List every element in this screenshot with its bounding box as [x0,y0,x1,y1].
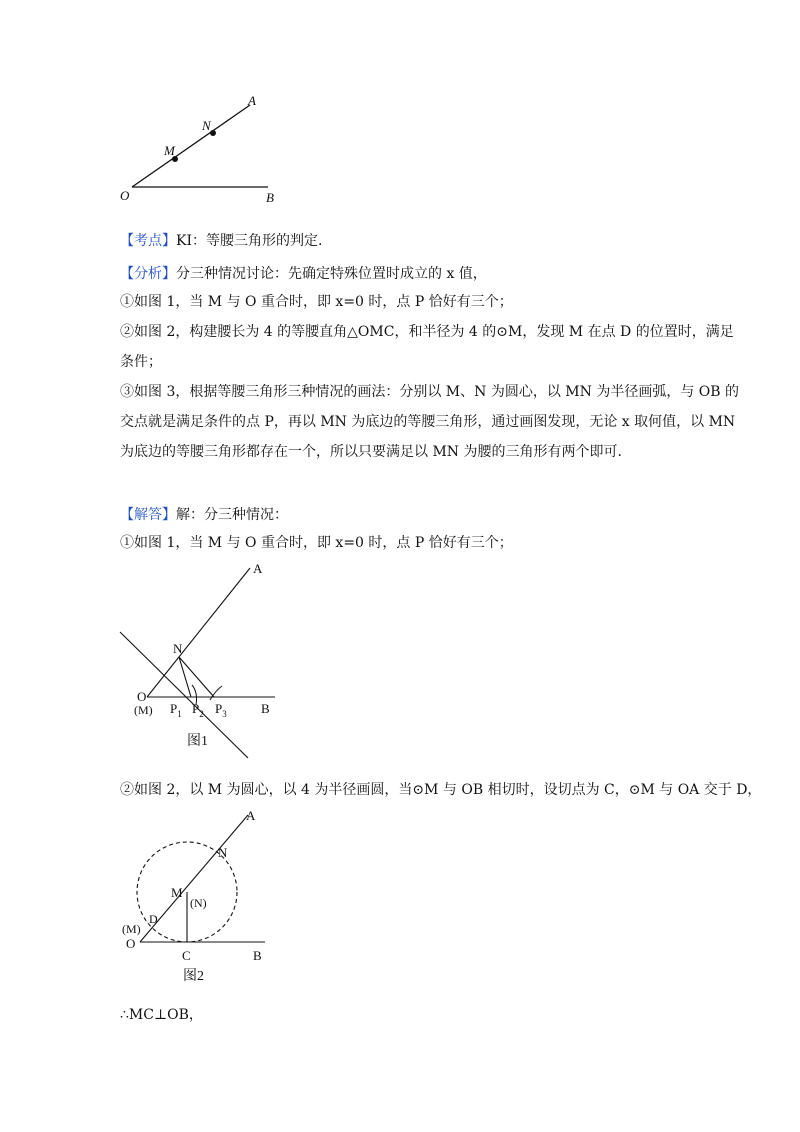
fig1-label-a: A [253,561,263,576]
label-m: M [164,143,175,158]
fig1-label-n: N [173,641,183,656]
fenxi-line [120,264,487,284]
kaodian-text: KI：等腰三角形的判定. [176,233,323,249]
jieda-text: 解：分三种情况： [176,507,288,523]
fenxi-tag: 【分析】 [120,266,176,282]
fig2-caption: 图2 [183,969,204,984]
fig1-label-p2: $P_2$ [192,701,204,719]
jieda-item1: ①如图 1，当 M 与 O 重合时，即 x=0 时，点 P 恰好有三个； [120,535,513,551]
fenxi-text: 分三种情况讨论：先确定特殊位置时成立的 x 值， [176,266,487,282]
ray-oa [132,105,250,187]
figure-2 [110,805,300,985]
fig2-label-o: O [126,936,136,951]
fenxi-item2-b: 条件； [120,354,162,370]
label-b: B [266,190,274,205]
fig1-arc-p3 [210,686,222,700]
fig2-label-n-paren: (N) [190,896,207,910]
label-o: O [120,188,130,203]
fig1-label-b: B [261,701,270,716]
figure-1 [110,560,300,760]
fig1-seg-np1 [179,657,191,697]
fig1-label-m: (M) [134,703,153,717]
fig2-label-a: A [246,808,256,823]
fenxi-item1: ①如图 1，当 M 与 O 重合时，即 x=0 时，点 P 恰好有三个； [120,294,513,310]
fig1-label-o: O [137,689,147,704]
fig2-label-n: N [218,845,228,860]
figure-top [110,90,300,210]
fig1-caption: 图1 [187,734,208,749]
fenxi-item2-a: ②如图 2，构建腰长为 4 的等腰直角△OMC，和半径为 4 的⊙M，发现 M 在点 D 的位置时，满足 [120,324,734,340]
jieda-item2: ②如图 2，以 M 为圆心，以 4 为半径画圆，当⊙M 与 OB 相切时，设切点为 C，⊙M 与 OA 交于 D， [120,782,762,798]
fig2-label-c: C [182,948,191,963]
kaodian-tag: 【考点】 [120,233,176,249]
jieda-tag: 【解答】 [120,507,176,523]
fig2-label-b: B [253,948,262,963]
fig2-label-m-paren: (M) [122,922,141,936]
jieda-conclusion: ∴MC⊥OB， [120,1007,203,1023]
fig1-ray-oa [147,568,250,697]
label-a: A [248,93,256,108]
fenxi-item3-c: 为底边的等腰三角形都存在一个，所以只要满足以 MN 为腰的三角形有两个即可. [120,444,622,460]
point-n [210,130,216,136]
fenxi-item3-a: ③如图 3，根据等腰三角形三种情况的画法：分别以 M、N 为圆心，以 MN 为半径画弧，与 OB 的 [120,384,739,400]
fig2-label-d: D [149,912,158,926]
jieda-line [120,505,288,525]
label-n: N [202,118,211,133]
fig1-seg-np3 [179,657,214,697]
fig1-label-p1: $P_1$ [170,701,182,719]
fig2-label-m: M [171,885,183,900]
kaodian-line [120,231,322,251]
fenxi-item3-b: 交点就是满足条件的点 P，再以 MN 为底边的等腰三角形，通过画图发现，无论 x 取何值，以 MN [120,414,736,430]
fig1-label-p3: $P_3$ [215,701,227,719]
